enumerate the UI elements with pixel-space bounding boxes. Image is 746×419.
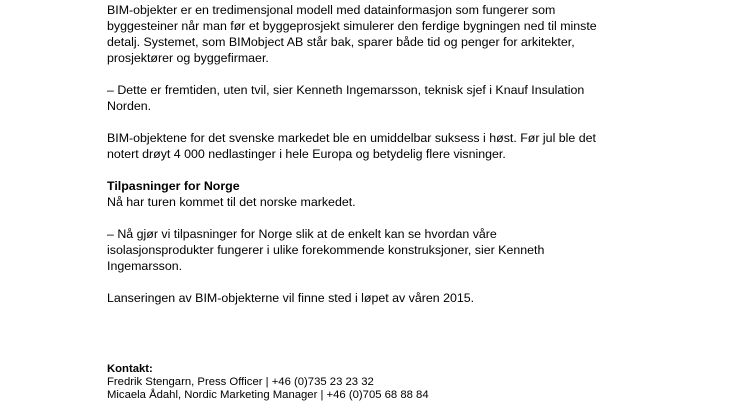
paragraph-line: BIM-objektene for det svenske markedet ble en umiddelbar suksess i høst. Før jul ble det	[107, 131, 596, 145]
paragraph-launch	[107, 290, 667, 306]
paragraph-line: – Nå gjør vi tilpasninger for Norge slik at de enkelt kan se hvordan våre	[107, 227, 497, 241]
contact-label: Kontakt:	[107, 363, 153, 375]
paragraph-line: isolasjonsprodukter fungerer i ulike forekommende konstruksjoner, sier Kenneth	[107, 243, 545, 257]
contact-line: Micaela Ådahl, Nordic Marketing Manager | +46 (0)705 68 88 84	[107, 389, 429, 401]
paragraph-line: Nå har turen kommet til det norske markedet.	[107, 195, 356, 209]
contact-block	[107, 363, 429, 402]
paragraph-bim-intro	[107, 2, 667, 66]
article-body	[107, 2, 667, 322]
section-heading: Tilpasninger for Norge	[107, 179, 240, 193]
section-norway	[107, 178, 667, 210]
paragraph-line: notert drøyt 4 000 nedlastinger i hele Europa og betydelig flere visninger.	[107, 147, 506, 161]
paragraph-quote-adaptation	[107, 226, 667, 274]
paragraph-line: Lanseringen av BIM-objekterne vil finne sted i løpet av våren 2015.	[107, 291, 475, 305]
paragraph-line: Norden.	[107, 99, 152, 113]
paragraph-line: detalj. Systemet, som BIMobject AB står bak, sparer både tid og penger for arkitekter,	[107, 35, 575, 49]
paragraph-line: BIM-objekter er en tredimensjonal modell med datainformasjon som fungerer som	[107, 3, 556, 17]
paragraph-swedish-market	[107, 130, 667, 162]
paragraph-quote-future	[107, 82, 667, 114]
paragraph-line: – Dette er fremtiden, uten tvil, sier Kenneth Ingemarsson, teknisk sjef i Knauf Insulation	[107, 83, 585, 97]
paragraph-line: byggesteiner når man før et byggeprosjekt simulerer den ferdige bygningen ned til minste	[107, 19, 597, 33]
contact-line: Fredrik Stengarn, Press Officer | +46 (0)735 23 23 32	[107, 376, 374, 388]
paragraph-line: prosjektører og byggefirmaer.	[107, 51, 269, 65]
paragraph-line: Ingemarsson.	[107, 259, 183, 273]
